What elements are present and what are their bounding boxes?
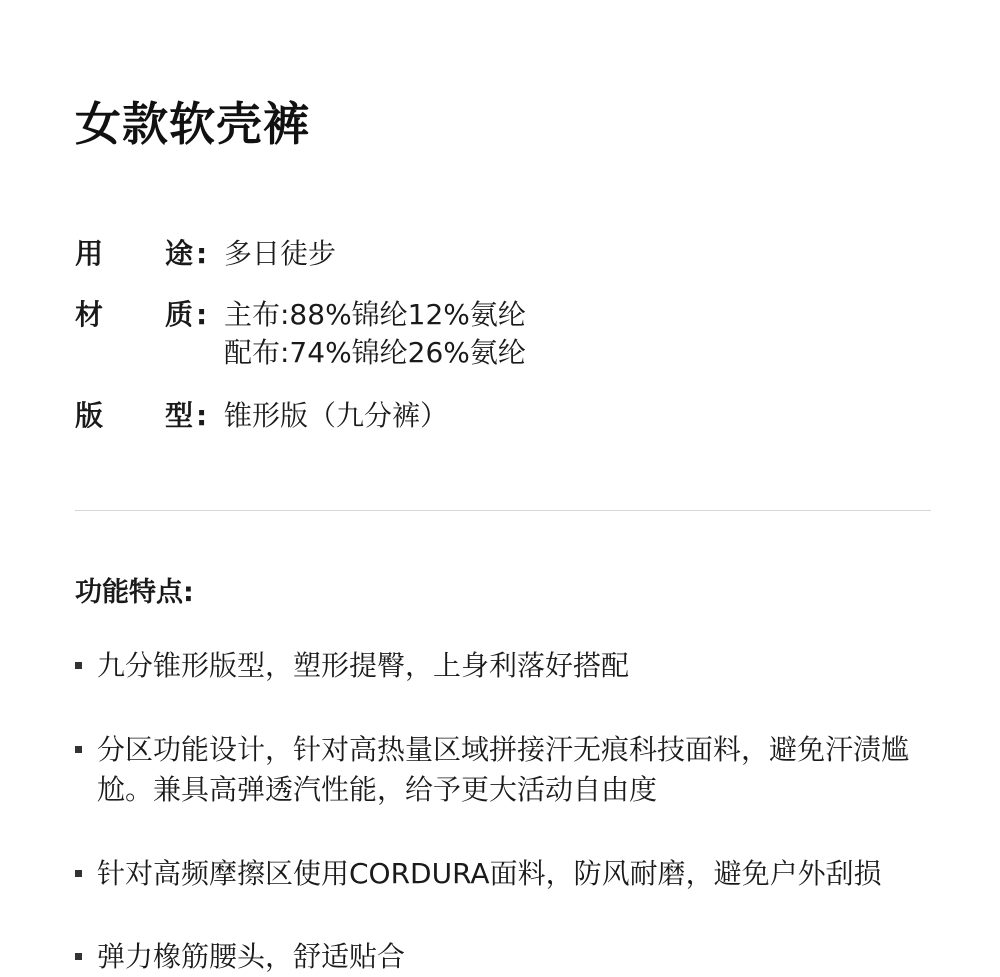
square-bullet-icon <box>75 662 82 669</box>
spec-label-colon: : <box>196 237 208 270</box>
spec-value: 多日徒步 <box>224 237 337 270</box>
section-divider <box>75 510 931 511</box>
spec-label-char: 材 <box>75 298 104 331</box>
feature-text: 弹力橡筋腰头，舒适贴合 <box>97 940 406 973</box>
feature-text: 针对高频摩擦区使用CORDURA面料，防风耐磨，避免户外刮损 <box>97 857 882 890</box>
square-bullet-icon <box>75 953 82 960</box>
features-heading: 功能特点: <box>75 577 194 608</box>
spec-label-colon: : <box>196 399 208 432</box>
spec-values-usage <box>224 235 336 273</box>
product-title: 女款软壳裤 <box>75 97 310 151</box>
square-bullet-icon <box>75 746 82 753</box>
spec-value: 锥形版（九分裤） <box>224 399 449 432</box>
square-bullet-icon <box>75 870 82 877</box>
spec-values-fit <box>224 397 448 435</box>
spec-label-char: 用 <box>75 237 104 270</box>
spec-values-material <box>224 296 526 372</box>
feature-text: 分区功能设计，针对高热量区域拼接汗无痕科技面料，避免汗渍尴尬。兼具高弹透汽性能，给予更大活动自由度 <box>97 733 910 806</box>
spec-label-char: 型 <box>165 399 194 432</box>
spec-label-char: 途 <box>165 237 194 270</box>
spec-label-char: 版 <box>75 399 104 432</box>
feature-text: 九分锥形版型，塑形提臀，上身利落好搭配 <box>97 649 630 682</box>
spec-value: 主布:88%锦纶12%氨纶 <box>224 298 526 331</box>
spec-value: 配布:74%锦纶26%氨纶 <box>224 336 526 369</box>
spec-label-colon: : <box>196 298 208 331</box>
spec-label-char: 质 <box>165 298 194 331</box>
